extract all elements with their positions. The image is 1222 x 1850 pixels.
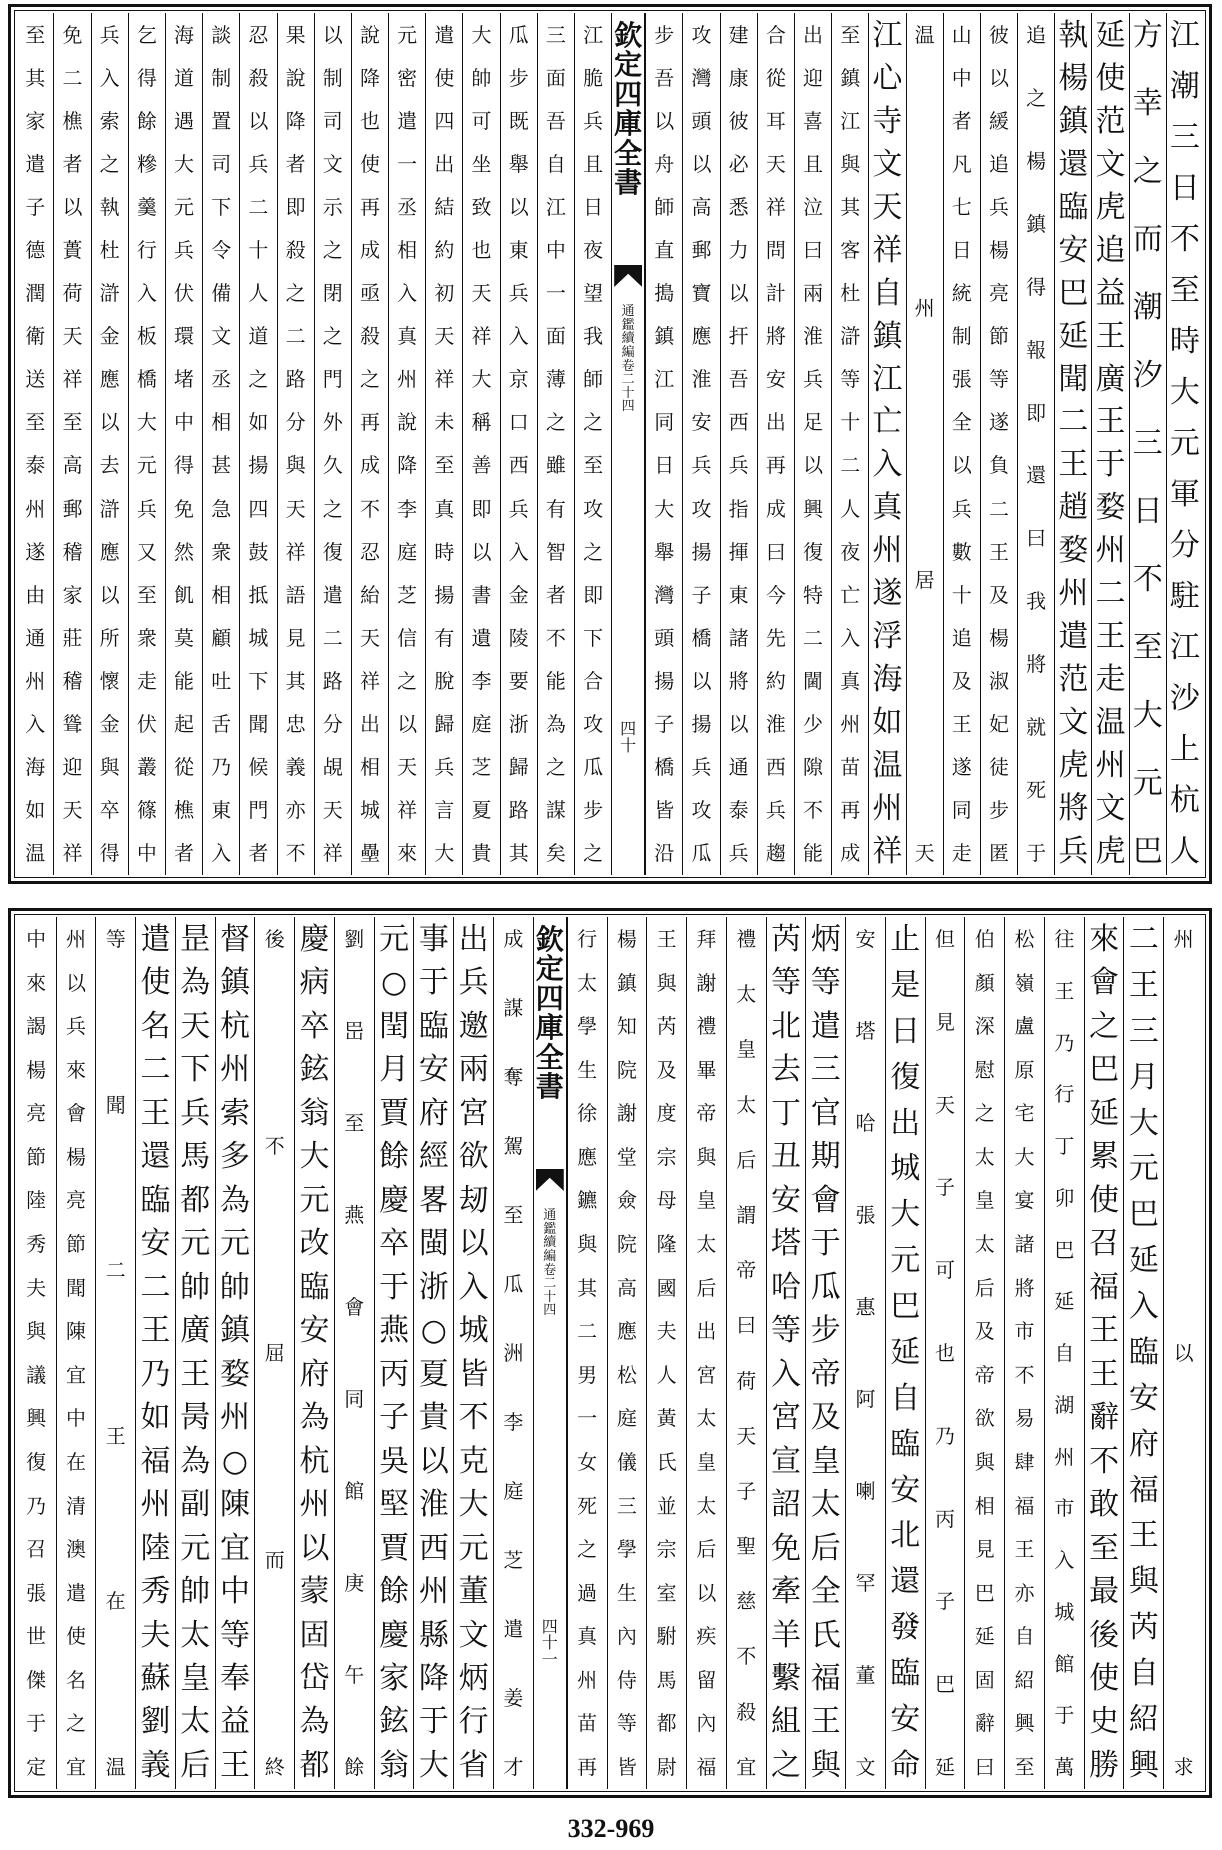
text-column [682, 13, 719, 875]
column-text: 禮 太 皇 太 后 謂 帝 曰 荷 天 子 聖 慈 不 殺 宜 [736, 927, 757, 1779]
fishtail-mark [614, 265, 642, 287]
column-text: 來 會 之 巴 延 累 使 召 福 王 王 辭 不 敢 至 最 後 使 史 勝 [1089, 922, 1120, 1783]
text-column [726, 917, 766, 1789]
column-text: 江 潮 三 日 不 至 時 大 元 軍 分 駐 江 沙 上 杭 人 [1169, 18, 1200, 869]
text-column [215, 917, 255, 1789]
text-column [1054, 13, 1091, 875]
page-footer-number: 332-969 [567, 1814, 655, 1843]
column-text: 往 王 乃 行 丁 卯 巴 延 自 湖 州 市 入 城 館 于 萬 [1054, 927, 1075, 1779]
column-text: 至 鎮 江 與 其 客 杜 滸 等 十 二 人 夜 亡 入 真 州 苗 再 成 [840, 23, 861, 865]
text-column [980, 13, 1017, 875]
column-text: 建 康 彼 必 悉 力 以 扞 吾 西 兵 指 揮 東 諸 將 以 通 泰 兵 [728, 23, 749, 865]
text-column [646, 917, 686, 1789]
column-text: 督 鎮 杭 州 索 多 為 元 帥 鎮 婺 州 ○ 陳 宜 中 等 奉 益 王 [220, 922, 250, 1783]
column-text: 彼 以 緩 追 兵 楊 亮 節 等 遂 負 二 王 及 楊 淑 妃 徒 步 匿 [988, 23, 1009, 865]
text-column [388, 13, 425, 875]
text-column [135, 917, 175, 1789]
column-text: 海 道 遇 大 元 兵 伏 環 堵 中 得 免 然 飢 莫 能 起 從 樵 者 [174, 23, 195, 865]
text-column [805, 917, 845, 1789]
text-column [17, 13, 53, 875]
column-text: 松 嶺 盧 原 宅 大 宴 諸 將 市 不 易 肆 福 王 亦 自 紹 興 至 [1014, 927, 1035, 1779]
fishtail-mark [536, 1169, 564, 1191]
column-text: 大 帥 可 坐 致 也 天 祥 大 稱 善 即 以 書 遺 李 庭 芝 夏 貴 [471, 23, 492, 865]
text-column [202, 13, 239, 875]
spine-book-juan: 通 鑑 續 編 卷 二 十 四 [621, 304, 635, 415]
column-text: 攻 灣 頭 以 高 郵 寶 應 淮 安 兵 攻 揚 子 橋 以 揚 兵 攻 瓜 [691, 23, 712, 865]
column-text: 伯 顏 深 慰 之 太 皇 太 后 及 帝 欲 與 相 見 巴 延 固 辭 曰 [974, 927, 995, 1779]
column-text: 瓜 步 既 舉 以 東 兵 入 京 口 西 兵 入 金 陵 要 浙 歸 路 其 [508, 23, 529, 865]
text-column [314, 13, 351, 875]
text-column [794, 13, 831, 875]
text-column [1091, 13, 1128, 875]
text-column [462, 13, 499, 875]
text-column [17, 917, 56, 1789]
column-text: 免 二 樵 者 以 蕢 荷 天 祥 至 高 郵 稽 家 莊 稽 聳 迎 天 祥 [62, 23, 83, 865]
column-text: 温 州 居 天 [914, 23, 935, 865]
text-column [686, 917, 726, 1789]
column-text: 遣 使 名 二 王 還 臨 安 二 王 乃 如 福 州 陸 秀 夫 蘇 劉 義 [140, 922, 171, 1783]
text-column [91, 13, 128, 875]
text-column [277, 13, 314, 875]
column-text: 乞 得 餘 糝 羹 行 入 板 橋 大 元 兵 又 至 衆 走 伏 叢 篠 中 [136, 23, 157, 865]
text-column [254, 917, 294, 1789]
column-text: 步 吾 以 舟 師 直 搗 鎮 江 同 日 大 舉 灣 頭 揚 子 橋 皆 沿 [654, 23, 675, 865]
column-text: 芮 等 北 去 丁 丑 安 塔 哈 等 入 宮 宣 詔 免 牽 羊 繫 組 之 [770, 922, 801, 1783]
bottom-page-frame [8, 908, 1212, 1798]
column-text: 州 以 求 [1173, 927, 1194, 1779]
text-column [845, 917, 885, 1789]
column-text: 後 不 屈 而 終 [264, 927, 285, 1779]
column-text: 中 來 謁 楊 亮 節 陸 秀 夫 與 議 興 復 乃 召 張 世 傑 于 定 [26, 927, 47, 1779]
text-column [1166, 13, 1203, 875]
top-page-frame [8, 4, 1212, 884]
text-column [831, 13, 868, 875]
text-column [500, 13, 537, 875]
text-column [95, 917, 135, 1789]
text-column [943, 13, 980, 875]
column-text: 行 太 學 生 徐 應 鑣 與 其 二 男 一 女 死 之 過 真 州 苗 再 [577, 927, 598, 1779]
bottom-columns [17, 917, 1203, 1789]
column-text: 慶 病 卒 鉉 翁 大 元 改 臨 安 府 為 杭 州 以 蒙 固 岱 為 都 [299, 922, 330, 1783]
text-column [425, 13, 462, 875]
column-text: 等 聞 二 王 在 温 [105, 927, 126, 1779]
text-column [964, 917, 1004, 1789]
text-column [351, 13, 388, 875]
text-column [334, 917, 374, 1789]
column-text: 說 降 也 使 再 成 亟 殺 之 再 成 不 忍 紿 天 祥 出 相 城 壘 [359, 23, 380, 865]
column-text: 山 中 者 凡 七 日 統 制 張 全 以 兵 數 十 追 及 王 遂 同 走 [951, 23, 972, 865]
text-column [925, 917, 965, 1789]
column-text: 出 迎 喜 且 泣 曰 兩 淮 兵 足 以 興 復 特 二 閫 少 隙 不 能 [803, 23, 824, 865]
column-text: 延 使 范 文 虎 追 益 王 廣 王 于 婺 州 二 王 走 温 州 文 虎 [1095, 18, 1126, 869]
column-text: 州 以 兵 來 會 楊 亮 節 聞 陳 宜 中 在 清 澳 遣 使 名 之 宜 [65, 927, 86, 1779]
text-column [1004, 917, 1044, 1789]
text-column [1084, 917, 1124, 1789]
text-column [175, 917, 215, 1789]
spine-title: 欽 定 四 庫 全 書 [614, 19, 643, 199]
column-text: 追 之 楊 鎮 得 報 即 還 曰 我 將 就 死 于 [1026, 23, 1047, 865]
text-column [374, 917, 414, 1789]
spine-page-number: 四 十 [620, 719, 637, 756]
column-text: 安 塔 哈 張 惠 阿 喇 罕 董 文 [855, 927, 876, 1779]
column-text: 二 王 三 月 大 元 巴 延 入 臨 安 府 福 王 與 芮 自 紹 興 [1128, 922, 1159, 1783]
text-column [493, 917, 533, 1789]
text-column [1017, 13, 1054, 875]
column-text: 但 見 天 子 可 也 乃 丙 子 巴 延 [935, 927, 956, 1779]
column-text: 王 與 芮 及 度 宗 母 隆 國 夫 人 黃 氏 並 宗 室 駙 馬 都 尉 [656, 927, 677, 1779]
text-column [165, 13, 202, 875]
column-text: 炳 等 遣 三 官 期 會 于 瓜 步 帝 及 皇 太 后 全 氏 福 王 與 [810, 922, 841, 1783]
column-text: 劉 岊 至 燕 會 同 館 庚 午 餘 [344, 927, 365, 1779]
text-column [607, 917, 647, 1789]
text-column [574, 13, 611, 875]
text-column [885, 917, 925, 1789]
text-column [567, 917, 607, 1789]
text-column [56, 917, 96, 1789]
column-text: 楊 鎮 知 院 謝 堂 僉 院 高 應 松 庭 儀 三 學 生 內 侍 等 皆 [616, 927, 637, 1779]
text-column [1163, 917, 1203, 1789]
text-column [413, 917, 453, 1789]
column-text: 元 密 遣 一 丞 相 入 真 州 說 降 李 庭 芝 信 之 以 天 祥 來 [397, 23, 418, 865]
column-text: 江 脆 兵 且 日 夜 望 我 師 之 至 攻 之 即 下 合 攻 瓜 步 之 [583, 23, 604, 865]
column-text: 至 其 家 遣 子 德 潤 衛 送 至 泰 州 遂 由 通 州 入 海 如 温 [25, 23, 46, 865]
column-text: 合 從 耳 天 祥 問 計 將 安 出 再 成 曰 今 先 約 淮 西 兵 趨 [765, 23, 786, 865]
top-columns [17, 13, 1203, 875]
column-text: 拜 謝 禮 畢 帝 與 皇 太 后 出 宮 太 皇 太 后 以 疾 留 內 福 [696, 927, 717, 1779]
text-column [537, 13, 574, 875]
text-column [294, 917, 334, 1789]
column-text: 三 面 吾 自 江 中 一 面 薄 之 雖 有 智 者 不 能 為 之 謀 矣 [545, 23, 566, 865]
text-column [128, 13, 165, 875]
column-text: 事 于 臨 安 府 經 畧 閩 浙 ○ 夏 貴 以 淮 西 州 縣 降 于 大 [418, 922, 449, 1783]
text-column [757, 13, 794, 875]
column-text: 執 楊 鎮 還 臨 安 巴 延 聞 二 王 趙 婺 州 遣 范 文 虎 將 兵 [1058, 18, 1089, 869]
spine-page-number: 四 十 一 [541, 1616, 558, 1670]
text-column [645, 13, 682, 875]
column-text: 兵 入 索 之 執 杜 滸 金 應 以 去 滸 應 以 所 懷 金 與 卒 得 [99, 23, 120, 865]
column-text: 談 制 置 司 下 令 備 文 丞 相 甚 急 衆 相 顧 吐 舌 乃 東 入 [211, 23, 232, 865]
column-text: 成 謀 奪 駕 至 瓜 洲 李 庭 芝 遣 姜 才 [503, 927, 524, 1779]
column-text: 出 兵 邀 兩 宮 欲 刼 以 入 城 皆 不 克 大 元 董 文 炳 行 省 [458, 922, 489, 1783]
text-column [868, 13, 905, 875]
text-column [1129, 13, 1166, 875]
column-text: 遣 使 四 出 結 約 初 天 祥 未 至 真 時 揚 有 脫 歸 兵 言 大 [434, 23, 455, 865]
column-text: 昰 為 天 下 兵 馬 都 元 帥 廣 王 昺 為 副 元 帥 太 皇 太 后 [180, 922, 211, 1783]
bottom_page-spine [533, 917, 567, 1789]
column-text: 元 ○ 閏 月 賈 餘 慶 卒 于 燕 丙 子 吳 堅 賈 餘 慶 家 鉉 翁 [379, 922, 410, 1783]
top_page-spine [611, 13, 645, 875]
column-text: 以 制 司 文 示 之 閉 之 門 外 久 之 復 遣 二 路 分 覘 天 祥 [322, 23, 343, 865]
column-text: 方 幸 之 而 潮 汐 三 日 不 至 大 元 巴 [1132, 18, 1163, 869]
text-column [1123, 917, 1163, 1789]
spine-book-juan: 通 鑑 續 編 卷 二 十 四 [543, 1208, 557, 1319]
text-column [906, 13, 943, 875]
column-text: 果 說 降 者 即 殺 之 二 路 分 與 天 祥 語 見 其 忠 義 亦 不 [285, 23, 306, 865]
spine-title: 欽 定 四 庫 全 書 [535, 923, 564, 1103]
text-column [766, 917, 806, 1789]
text-column [720, 13, 757, 875]
column-text: 止 是 日 復 出 城 大 元 巴 延 自 臨 安 北 還 發 臨 安 命 [890, 922, 921, 1783]
column-text: 忍 殺 以 兵 二 十 人 道 之 如 揚 四 鼓 抵 城 下 聞 候 門 者 [248, 23, 269, 865]
text-column [239, 13, 276, 875]
text-column [53, 13, 90, 875]
text-column [1044, 917, 1084, 1789]
column-text: 江 心 寺 文 天 祥 自 鎮 江 亡 入 真 州 遂 浮 海 如 温 州 祥 [872, 18, 903, 869]
text-column [453, 917, 493, 1789]
